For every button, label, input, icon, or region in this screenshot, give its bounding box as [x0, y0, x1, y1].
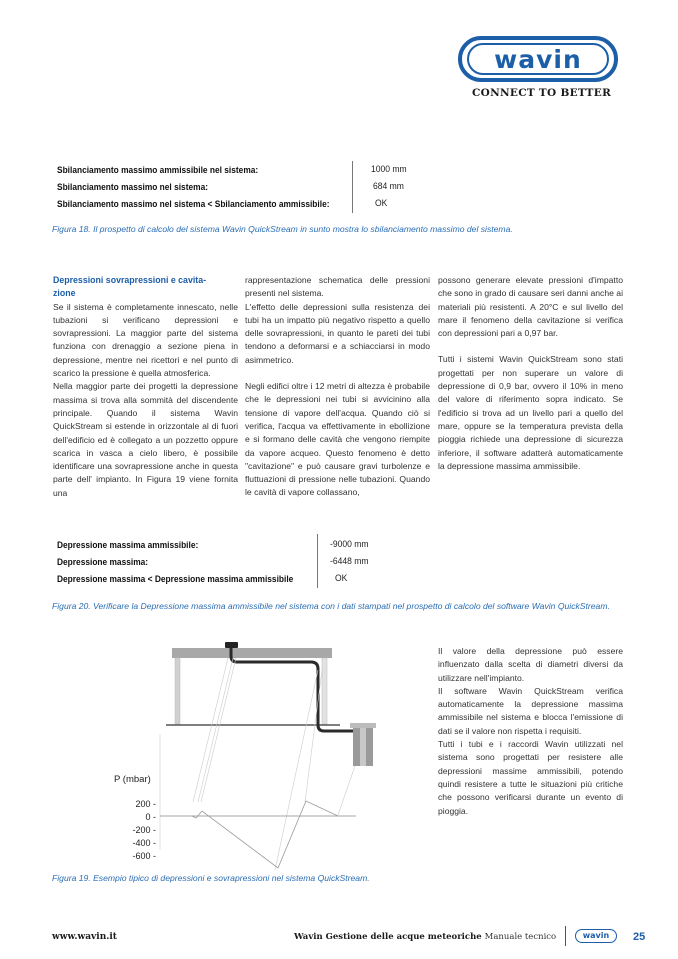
row-value: -9000 mm: [330, 539, 369, 550]
tick-label: -600 -: [132, 851, 156, 861]
paragraph: Il software Wavin QuickStream verifica automaticamente la depressione massima ammissibile nel sistema e blocca l'emissione di dati se il valore non rispetta i requisiti.: [438, 685, 623, 736]
side-text-column: [438, 645, 623, 818]
row-label: Depressione massima:: [57, 557, 149, 568]
footer-title-text: Wavin Gestione delle acque meteoriche: [294, 932, 482, 942]
heading-line-2: zione: [53, 288, 76, 299]
tick-label: -200 -: [132, 825, 156, 835]
section-heading: [53, 274, 238, 301]
heading-line-1: Depressioni sovrapressioni e cavita-: [53, 275, 207, 285]
table-row: [57, 180, 229, 196]
y-axis-label: P (mbar): [114, 774, 151, 785]
paragraph: Tutti i tubi e i raccordi Wavin utilizzati nel sistema sono progettati per resistere alle depressioni massime ammissibili, potendo quindi resistere a tutte le situazioni più critiche che possono verificarsi durante un evento di pioggia.: [438, 739, 623, 816]
table-row: [57, 572, 326, 588]
paragraph: L'effetto delle depressioni sulla resistenza dei tubi ha un impatto più negativo rispetto a quello delle sovrapressioni, in quanto le pareti dei tubi tendono a deformarsi e a schiacciarsi in modo asimmetrico.: [245, 301, 430, 365]
paragraph: Nella maggior parte dei progetti la depressione massima si trova alla sommità del discendente principale. Quando il sistema Wavin QuickStream si estende in orizzontale al di fuori dell'edificio ed è collegato a un pozzetto oppure scarica in vasca a cielo libero, è possibile identificare una sovrapressione anche in questa parte dell' impianto. In Figura 19 viene fornita una: [53, 381, 238, 498]
page-number: 25: [633, 931, 646, 943]
figure-19-caption: Figura 19. Esempio tipico di depressioni e sovrapressioni nel sistema QuickStream.: [52, 873, 370, 883]
tagline: CONNECT TO BETTER: [472, 87, 612, 99]
row-value: 1000 mm: [371, 164, 407, 175]
tick-label: 200 -: [135, 799, 156, 809]
pressure-diagram: [100, 630, 420, 870]
row-label: Depressione massima ammissibile:: [57, 540, 199, 551]
footer-divider: [565, 926, 566, 946]
row-value: OK: [335, 573, 348, 584]
paragraph: possono generare elevate pressioni d'impatto che sono in grado di causare seri danni anche ai materiali più resistenti. A 20°C e sul livello del mare il fenomeno della cavitazione si verifica con depressioni pari a 0,97 bar.: [438, 275, 623, 339]
figure-18-caption: Figura 18. Il prospetto di calcolo del sistema Wavin QuickStream in sunto mostra lo sbilanciamento massimo del sistema.: [52, 224, 513, 234]
row-value: 684 mm: [373, 181, 404, 192]
tick-label: -400 -: [132, 838, 156, 848]
table-row: [57, 163, 286, 179]
row-value: -6448 mm: [330, 556, 369, 567]
row-label: Sbilanciamento massimo ammissibile nel sistema:: [57, 165, 259, 176]
text-column-1: [53, 274, 238, 500]
text-column-2: [245, 274, 430, 500]
figure-20-caption: Figura 20. Verificare la Depressione massima ammissibile nel sistema con i dati stampati nel prospetto di calcolo del software Wavin QuickStream.: [52, 601, 610, 611]
paragraph: rappresentazione schematica delle pressioni presenti nel sistema.: [245, 275, 430, 299]
wavin-logo: [458, 36, 618, 82]
paragraph: Il valore della depressione può essere influenzato dalla scelta di diametri diversi da utilizzare nell'impianto.: [438, 646, 623, 683]
table-divider: [352, 161, 353, 213]
text-column-3: [438, 274, 623, 473]
table-row: [57, 555, 161, 571]
row-label: Sbilanciamento massimo nel sistema < Sbilanciamento ammissibile:: [57, 199, 330, 210]
depression-summary-table: [57, 538, 397, 590]
logo-text: wavin: [494, 44, 582, 74]
footer-wavin-logo: wavin: [575, 929, 617, 943]
logo-inner-ring: [467, 43, 609, 75]
table-row: [57, 197, 367, 213]
table-divider: [317, 534, 318, 588]
footer-document-title: [294, 932, 556, 942]
balance-summary-table: [57, 163, 457, 215]
paragraph: Se il sistema è completamente innescato, nelle tubazioni si verificano depressioni e sovrapressioni. La maggior parte del sistema funziona con drenaggio a sezione piena in depressione, mentre nei ricettori e nel punto di scarico la pressione è quella atmosferica.: [53, 301, 238, 379]
row-value: OK: [375, 198, 388, 209]
table-row: [57, 538, 218, 554]
row-label: Depressione massima < Depressione massima ammissibile: [57, 574, 294, 585]
paragraph: Tutti i sistemi Wavin QuickStream sono stati progettati per non superare un valore di depressione di 0,9 bar, ovvero il 10% in meno del valore di riferimento sopra indicato. Se l'edificio si trova ad un livello pari a quello del mare, oppure se la temperatura prevista della pioggia richiede una depressione di sicurezza inferiore, il software adatterà automaticamente la depressione massima ammissibile.: [438, 354, 623, 471]
row-label: Sbilanciamento massimo nel sistema:: [57, 182, 209, 193]
footer-subtitle-text: Manuale tecnico: [484, 932, 557, 942]
tick-label: 0 -: [145, 812, 156, 822]
paragraph: Negli edifici oltre i 12 metri di altezza è probabile che le depressioni nei tubi si avvicinino alla tensione di vapore dell'acqua. Quando ciò si verifica, l'acqua va effettivamente in ebollizione e si formano delle cavità che vengono riempite da vapore acqueo. Questo fenomeno è detto "cavitazione" e può causare gravi turbolenze e fluttuazioni di pressione nelle tubazioni. Quando le cavità di vapore collassano,: [245, 381, 430, 498]
footer-website-link[interactable]: www.wavin.it: [52, 932, 117, 942]
